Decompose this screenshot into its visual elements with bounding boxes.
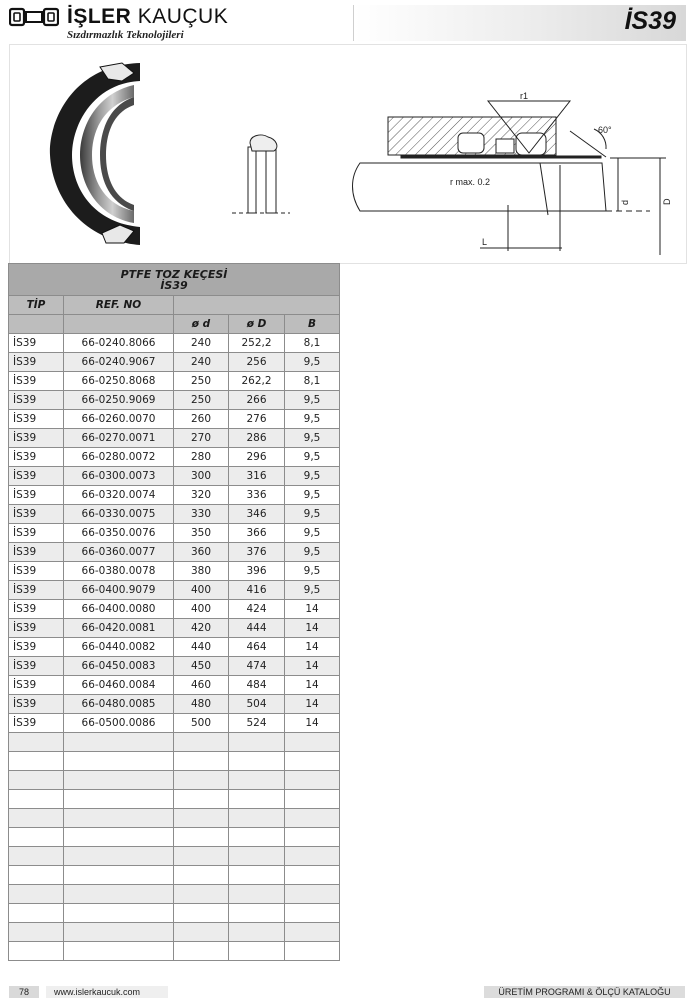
cell-outer-diameter xyxy=(229,828,285,847)
cell-tip: İS39 xyxy=(9,391,64,410)
cell-outer-diameter: 416 xyxy=(229,581,285,600)
cell-inner-diameter: 400 xyxy=(174,600,229,619)
cell-outer-diameter xyxy=(229,752,285,771)
cell-width-b: 9,5 xyxy=(285,543,340,562)
table-row xyxy=(9,828,340,847)
label-rmax: r max. 0.2 xyxy=(450,177,491,187)
seal-3d-render xyxy=(50,63,140,245)
table-row xyxy=(9,391,340,410)
cell-tip xyxy=(9,809,64,828)
cell-tip: İS39 xyxy=(9,334,64,353)
cell-tip: İS39 xyxy=(9,448,64,467)
header-outer-diameter: ø D xyxy=(229,315,285,334)
cell-width-b: 14 xyxy=(285,657,340,676)
cell-ref-no xyxy=(64,809,174,828)
brand-bold: İŞLER xyxy=(67,5,132,28)
cell-outer-diameter: 484 xyxy=(229,676,285,695)
label-r1: r1 xyxy=(520,91,529,101)
cell-outer-diameter xyxy=(229,942,285,961)
cell-width-b: 14 xyxy=(285,638,340,657)
dimension-table xyxy=(8,263,340,961)
cell-ref-no xyxy=(64,790,174,809)
table-row xyxy=(9,334,340,353)
cell-width-b: 8,1 xyxy=(285,334,340,353)
table-row xyxy=(9,771,340,790)
cell-width-b: 9,5 xyxy=(285,581,340,600)
cell-inner-diameter: 480 xyxy=(174,695,229,714)
cell-outer-diameter xyxy=(229,866,285,885)
cell-inner-diameter: 440 xyxy=(174,638,229,657)
cell-tip: İS39 xyxy=(9,676,64,695)
cell-tip: İS39 xyxy=(9,714,64,733)
cell-width-b: 9,5 xyxy=(285,391,340,410)
cell-tip: İS39 xyxy=(9,486,64,505)
table-row xyxy=(9,638,340,657)
cell-tip xyxy=(9,847,64,866)
table-row xyxy=(9,657,340,676)
cell-width-b xyxy=(285,904,340,923)
technical-drawing xyxy=(9,44,687,264)
catalog-title: ÜRETİM PROGRAMI & ÖLÇÜ KATALOĞU xyxy=(484,986,685,998)
website-link[interactable]: www.islerkaucuk.com xyxy=(46,986,168,998)
cell-tip: İS39 xyxy=(9,543,64,562)
cell-inner-diameter xyxy=(174,790,229,809)
table-row xyxy=(9,904,340,923)
cell-ref-no: 66-0270.0071 xyxy=(64,429,174,448)
cell-ref-no: 66-0500.0086 xyxy=(64,714,174,733)
cell-inner-diameter: 280 xyxy=(174,448,229,467)
cell-ref-no: 66-0400.9079 xyxy=(64,581,174,600)
cell-inner-diameter: 360 xyxy=(174,543,229,562)
table-row xyxy=(9,847,340,866)
header-inner-diameter: ø d xyxy=(174,315,229,334)
cell-inner-diameter: 300 xyxy=(174,467,229,486)
cell-width-b: 9,5 xyxy=(285,448,340,467)
cell-tip: İS39 xyxy=(9,657,64,676)
cell-width-b xyxy=(285,809,340,828)
table-row xyxy=(9,923,340,942)
cell-inner-diameter: 420 xyxy=(174,619,229,638)
page-number: 78 xyxy=(9,986,39,998)
cell-tip xyxy=(9,942,64,961)
product-code: İS39 xyxy=(624,7,676,35)
table-row xyxy=(9,410,340,429)
cell-inner-diameter xyxy=(174,752,229,771)
table-title-line2: İS39 xyxy=(160,278,188,292)
table-row xyxy=(9,733,340,752)
cell-tip: İS39 xyxy=(9,562,64,581)
cell-tip: İS39 xyxy=(9,600,64,619)
cell-outer-diameter xyxy=(229,885,285,904)
cell-width-b: 9,5 xyxy=(285,524,340,543)
installation-drawing xyxy=(353,101,667,255)
cell-outer-diameter xyxy=(229,733,285,752)
cell-inner-diameter: 450 xyxy=(174,657,229,676)
header-blank xyxy=(174,296,340,315)
cell-outer-diameter xyxy=(229,923,285,942)
cell-ref-no: 66-0330.0075 xyxy=(64,505,174,524)
cell-outer-diameter: 474 xyxy=(229,657,285,676)
cell-width-b xyxy=(285,866,340,885)
cell-outer-diameter: 286 xyxy=(229,429,285,448)
cell-outer-diameter: 376 xyxy=(229,543,285,562)
cell-inner-diameter: 270 xyxy=(174,429,229,448)
table-row xyxy=(9,619,340,638)
label-d: d xyxy=(620,199,630,205)
cell-ref-no: 66-0250.8068 xyxy=(64,372,174,391)
cell-tip: İS39 xyxy=(9,695,64,714)
cell-ref-no: 66-0380.0078 xyxy=(64,562,174,581)
cell-outer-diameter: 504 xyxy=(229,695,285,714)
table-row xyxy=(9,429,340,448)
cell-width-b: 14 xyxy=(285,676,340,695)
cell-tip xyxy=(9,752,64,771)
table-row xyxy=(9,600,340,619)
cell-ref-no: 66-0320.0074 xyxy=(64,486,174,505)
cell-inner-diameter: 320 xyxy=(174,486,229,505)
table-row xyxy=(9,695,340,714)
company-logo xyxy=(9,4,239,40)
cell-inner-diameter xyxy=(174,847,229,866)
table-row xyxy=(9,372,340,391)
cell-ref-no xyxy=(64,904,174,923)
seal-drawing-svg xyxy=(10,45,686,263)
table-row xyxy=(9,543,340,562)
logo-mark-icon xyxy=(9,7,59,27)
cell-outer-diameter xyxy=(229,847,285,866)
cell-ref-no xyxy=(64,828,174,847)
cell-inner-diameter xyxy=(174,923,229,942)
cell-ref-no: 66-0480.0085 xyxy=(64,695,174,714)
cell-width-b xyxy=(285,942,340,961)
cell-outer-diameter: 346 xyxy=(229,505,285,524)
cell-outer-diameter xyxy=(229,809,285,828)
header-ref-no: REF. NO xyxy=(64,296,174,315)
cell-tip xyxy=(9,904,64,923)
cell-tip xyxy=(9,771,64,790)
cell-tip xyxy=(9,923,64,942)
cell-tip: İS39 xyxy=(9,524,64,543)
cell-ref-no xyxy=(64,733,174,752)
cell-inner-diameter: 400 xyxy=(174,581,229,600)
header-tip: TİP xyxy=(9,296,64,315)
cell-ref-no xyxy=(64,885,174,904)
cell-ref-no: 66-0350.0076 xyxy=(64,524,174,543)
cell-ref-no xyxy=(64,771,174,790)
cell-width-b xyxy=(285,923,340,942)
cell-inner-diameter xyxy=(174,809,229,828)
cell-ref-no xyxy=(64,866,174,885)
cell-inner-diameter xyxy=(174,866,229,885)
cell-tip xyxy=(9,885,64,904)
table-row xyxy=(9,562,340,581)
label-angle: 60° xyxy=(598,125,612,135)
cell-ref-no xyxy=(64,942,174,961)
cell-ref-no: 66-0240.9067 xyxy=(64,353,174,372)
cell-inner-diameter xyxy=(174,904,229,923)
cell-width-b: 9,5 xyxy=(285,410,340,429)
table-row xyxy=(9,714,340,733)
cell-width-b: 8,1 xyxy=(285,372,340,391)
cell-outer-diameter: 444 xyxy=(229,619,285,638)
table-row xyxy=(9,790,340,809)
header-width-b: B xyxy=(285,315,340,334)
cell-inner-diameter xyxy=(174,733,229,752)
cell-width-b: 9,5 xyxy=(285,562,340,581)
cell-inner-diameter xyxy=(174,885,229,904)
table-row xyxy=(9,505,340,524)
cell-inner-diameter: 240 xyxy=(174,334,229,353)
cell-width-b xyxy=(285,752,340,771)
cell-outer-diameter: 262,2 xyxy=(229,372,285,391)
cell-width-b xyxy=(285,847,340,866)
cell-outer-diameter: 424 xyxy=(229,600,285,619)
cell-outer-diameter xyxy=(229,904,285,923)
cell-inner-diameter xyxy=(174,828,229,847)
cell-tip xyxy=(9,828,64,847)
cell-tip: İS39 xyxy=(9,353,64,372)
cell-inner-diameter: 460 xyxy=(174,676,229,695)
table-row xyxy=(9,353,340,372)
table-title-line1: PTFE TOZ KEÇESİ xyxy=(120,267,228,281)
cell-tip xyxy=(9,733,64,752)
label-L: L xyxy=(482,237,488,247)
brand-light: KAUÇUK xyxy=(137,5,229,28)
table-title xyxy=(9,264,340,296)
cell-outer-diameter: 256 xyxy=(229,353,285,372)
table-row xyxy=(9,467,340,486)
cell-width-b xyxy=(285,885,340,904)
cell-outer-diameter xyxy=(229,771,285,790)
cell-inner-diameter xyxy=(174,771,229,790)
cell-ref-no: 66-0450.0083 xyxy=(64,657,174,676)
cell-outer-diameter: 396 xyxy=(229,562,285,581)
table-row xyxy=(9,448,340,467)
cell-inner-diameter: 250 xyxy=(174,391,229,410)
cell-inner-diameter: 500 xyxy=(174,714,229,733)
cell-width-b: 9,5 xyxy=(285,505,340,524)
cell-width-b: 9,5 xyxy=(285,429,340,448)
cell-width-b: 9,5 xyxy=(285,467,340,486)
cell-outer-diameter: 296 xyxy=(229,448,285,467)
cell-ref-no xyxy=(64,847,174,866)
cell-tip: İS39 xyxy=(9,619,64,638)
cell-outer-diameter: 366 xyxy=(229,524,285,543)
cell-width-b: 14 xyxy=(285,619,340,638)
cell-tip: İS39 xyxy=(9,429,64,448)
cell-ref-no: 66-0420.0081 xyxy=(64,619,174,638)
cell-outer-diameter: 316 xyxy=(229,467,285,486)
cell-ref-no: 66-0260.0070 xyxy=(64,410,174,429)
cell-inner-diameter: 260 xyxy=(174,410,229,429)
cell-inner-diameter: 330 xyxy=(174,505,229,524)
cell-inner-diameter: 250 xyxy=(174,372,229,391)
cell-outer-diameter: 266 xyxy=(229,391,285,410)
cell-width-b: 9,5 xyxy=(285,486,340,505)
cell-outer-diameter xyxy=(229,790,285,809)
cell-width-b xyxy=(285,828,340,847)
cell-width-b: 14 xyxy=(285,695,340,714)
cell-ref-no: 66-0300.0073 xyxy=(64,467,174,486)
cell-width-b: 14 xyxy=(285,600,340,619)
brand-name xyxy=(67,5,228,29)
cell-inner-diameter xyxy=(174,942,229,961)
cell-tip: İS39 xyxy=(9,638,64,657)
cell-width-b xyxy=(285,733,340,752)
cell-outer-diameter: 336 xyxy=(229,486,285,505)
table-row xyxy=(9,581,340,600)
cell-tip: İS39 xyxy=(9,581,64,600)
table-row xyxy=(9,809,340,828)
page-header xyxy=(0,0,695,44)
cell-ref-no xyxy=(64,752,174,771)
cell-width-b xyxy=(285,771,340,790)
cell-ref-no: 66-0440.0082 xyxy=(64,638,174,657)
cell-outer-diameter: 252,2 xyxy=(229,334,285,353)
cell-width-b: 9,5 xyxy=(285,353,340,372)
subheader-blank-1 xyxy=(9,315,64,334)
cell-ref-no: 66-0250.9069 xyxy=(64,391,174,410)
cell-ref-no xyxy=(64,923,174,942)
cell-tip xyxy=(9,866,64,885)
cell-tip: İS39 xyxy=(9,467,64,486)
table-row xyxy=(9,752,340,771)
cell-width-b: 14 xyxy=(285,714,340,733)
brand-tagline: Sızdırmazlık Teknolojileri xyxy=(67,29,184,41)
cell-inner-diameter: 380 xyxy=(174,562,229,581)
table-row xyxy=(9,885,340,904)
cell-inner-diameter: 240 xyxy=(174,353,229,372)
seal-cross-section-small xyxy=(232,135,290,213)
table-row xyxy=(9,942,340,961)
cell-inner-diameter: 350 xyxy=(174,524,229,543)
cell-outer-diameter: 464 xyxy=(229,638,285,657)
cell-width-b xyxy=(285,790,340,809)
cell-tip: İS39 xyxy=(9,505,64,524)
product-code-banner xyxy=(353,5,686,41)
table-row xyxy=(9,866,340,885)
cell-tip xyxy=(9,790,64,809)
cell-outer-diameter: 524 xyxy=(229,714,285,733)
cell-tip: İS39 xyxy=(9,372,64,391)
table-row xyxy=(9,486,340,505)
cell-tip: İS39 xyxy=(9,410,64,429)
table-row xyxy=(9,524,340,543)
cell-ref-no: 66-0460.0084 xyxy=(64,676,174,695)
cell-outer-diameter: 276 xyxy=(229,410,285,429)
cell-ref-no: 66-0400.0080 xyxy=(64,600,174,619)
table-row xyxy=(9,676,340,695)
cell-ref-no: 66-0240.8066 xyxy=(64,334,174,353)
subheader-blank-2 xyxy=(64,315,174,334)
cell-ref-no: 66-0360.0077 xyxy=(64,543,174,562)
cell-ref-no: 66-0280.0072 xyxy=(64,448,174,467)
label-D: D xyxy=(662,198,672,205)
